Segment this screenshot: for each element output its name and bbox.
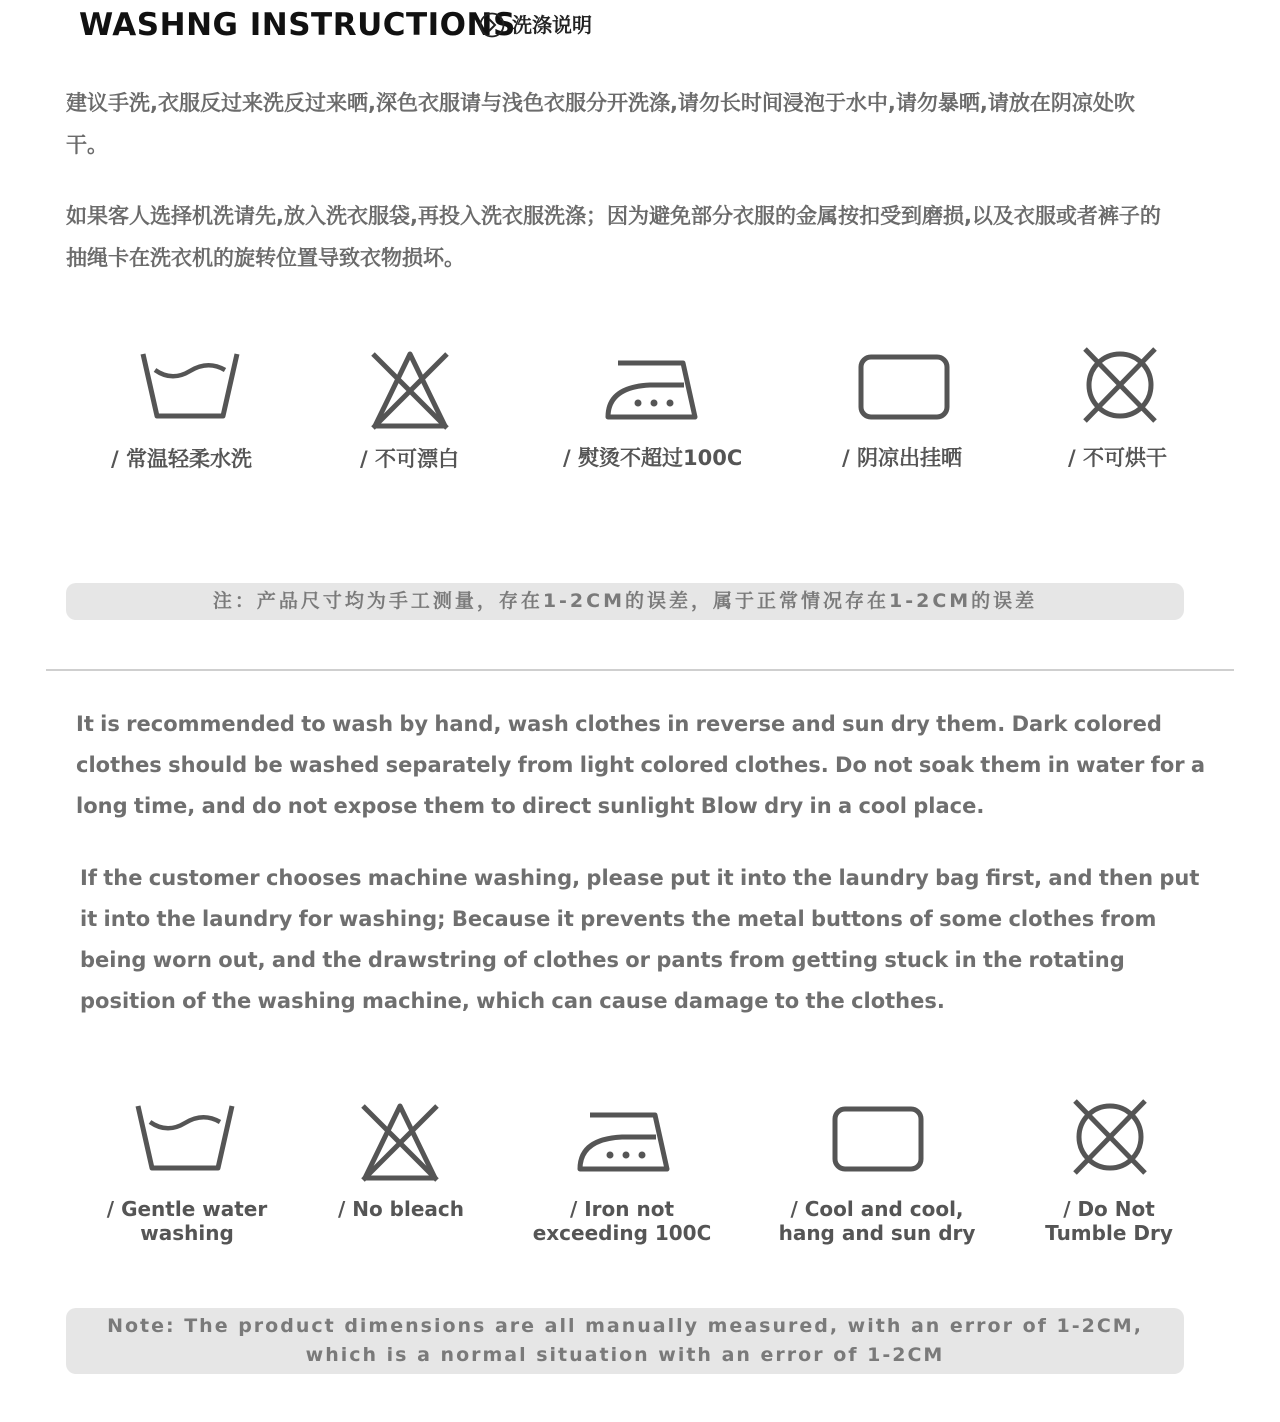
- no-tumble-dry-icon: [1065, 345, 1175, 425]
- label-line-dry-zh: / 阴凉出挂晒: [842, 446, 962, 470]
- label-no-tumble-dry-zh: / 不可烘干: [1068, 446, 1167, 470]
- label-gentle-wash-zh: / 常温轻柔水洗: [111, 447, 252, 471]
- wash-basin-icon: [130, 1100, 240, 1180]
- page-subtitle: 洗涤说明: [512, 13, 592, 37]
- label-iron-en: [507, 1197, 737, 1245]
- zh-paragraph-machine-wash: 如果客人选择机洗请先,放入洗衣服袋,再投入洗衣服洗涤；因为避免部分衣服的金属按扣受到磨损,以及衣服或者裤子的抽绳卡在洗衣机的旋转位置导致衣物损坏。: [66, 204, 1161, 270]
- label-line: / Do Not: [1063, 1197, 1155, 1221]
- iron-icon: [598, 355, 708, 435]
- label-no-tumble-dry-en: [994, 1197, 1224, 1245]
- en-paragraph-machine-wash: If the customer chooses machine washing, please put it into the laundry bag first, and then put it into the laundry for washing; Because it prevents the metal buttons of some clothes from being worn out, and the drawstring of clothes or pants from getting stuck in the rotating position of the washing machine, which can cause damage to the clothes.: [80, 866, 1200, 1013]
- en-paragraph-hand-wash: It is recommended to wash by hand, wash clothes in reverse and sun dry them. Dark colored clothes should be washed separately from light colored clothes. Do not soak them in water for a long time, and do not expose them to direct sunlight Blow dry in a cool place.: [76, 712, 1206, 818]
- zh-paragraph-hand-wash: 建议手洗,衣服反过来洗反过来晒,深色衣服请与浅色衣服分开洗涤,请勿长时间浸泡于水中,请勿暴晒,请放在阴凉处吹干。: [66, 91, 1135, 157]
- label-line: / No bleach: [337, 1197, 465, 1221]
- line-dry-icon: [849, 348, 959, 428]
- iron-icon: [570, 1107, 680, 1187]
- circle-chevron-right-icon: [479, 12, 505, 38]
- label-line: washing: [140, 1221, 234, 1245]
- no-tumble-dry-icon: [1055, 1097, 1165, 1177]
- page-title: WASHNG INSTRUCTIONS: [79, 7, 516, 43]
- label-line: / Gentle water: [106, 1197, 268, 1221]
- label-line: / Iron not: [569, 1197, 675, 1221]
- label-iron-zh: / 熨烫不超过100C: [563, 446, 743, 470]
- no-bleach-icon: [355, 350, 465, 430]
- label-line-dry-en: [762, 1197, 992, 1245]
- section-divider: [46, 669, 1234, 671]
- label-line: / Cool and cool,: [790, 1197, 964, 1221]
- note-en: [66, 1308, 1184, 1374]
- label-no-bleach-en: [286, 1197, 516, 1221]
- line-dry-icon: [823, 1100, 933, 1180]
- label-line: exceeding 100C: [532, 1221, 712, 1245]
- label-gentle-wash-en: [72, 1197, 302, 1245]
- label-no-bleach-zh: / 不可漂白: [360, 447, 459, 471]
- note-zh: 注：产品尺寸均为手工测量，存在1-2CM的误差，属于正常情况存在1-2CM的误差: [66, 583, 1184, 620]
- wash-basin-icon: [135, 348, 245, 428]
- note-line: Note: The product dimensions are all manually measured, with an error of 1-2CM,: [107, 1315, 1143, 1337]
- note-line: which is a normal situation with an error of 1-2CM: [305, 1344, 945, 1366]
- no-bleach-icon: [345, 1102, 455, 1182]
- label-line: hang and sun dry: [778, 1221, 976, 1245]
- label-line: Tumble Dry: [1045, 1221, 1173, 1245]
